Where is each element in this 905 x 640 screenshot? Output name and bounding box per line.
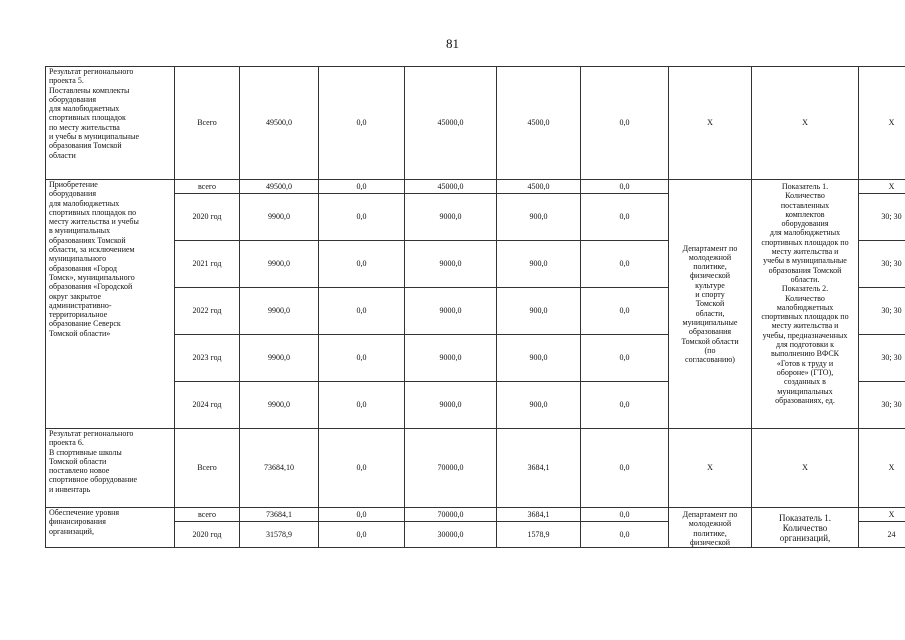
result-6-other: 0,0 [581,429,669,508]
result-6-executor: Х [669,429,752,508]
result-5-executor: Х [669,67,752,180]
row-total: 9900,0 [240,194,319,241]
purchase-executor: Департамент по молодежной политике, физической культуре и спорту Томской области, муниципальные образования Томской области (по согласованию) [669,180,752,429]
row-period: 2020 год [175,194,240,241]
row-indicator-value: 30; 30 [859,194,905,241]
row-indicator-value: Х [859,180,905,194]
row-indicator-value: 24 [859,522,905,548]
row-federal: 0,0 [319,382,405,429]
row-regional: 45000,0 [405,180,497,194]
table-row [46,508,905,522]
result-6-regional: 70000,0 [405,429,497,508]
table-row [46,180,905,194]
row-regional: 9000,0 [405,241,497,288]
row-regional: 9000,0 [405,288,497,335]
row-period: 2022 год [175,288,240,335]
result-6-total: 73684,10 [240,429,319,508]
page-number: 81 [446,36,459,51]
result-5-period: Всего [175,67,240,180]
row-federal: 0,0 [319,335,405,382]
row-local: 900,0 [497,194,581,241]
result-5-other: 0,0 [581,67,669,180]
row-indicator-value: 30; 30 [859,288,905,335]
row-regional: 30000,0 [405,522,497,548]
row-other: 0,0 [581,241,669,288]
row-other: 0,0 [581,508,669,522]
row-local: 900,0 [497,335,581,382]
funding-description: Обеспечение уровня финансирования организаций, [46,508,175,548]
purchase-description: Приобретение оборудования для малобюджетных спортивных площадок по месту жительства и учебы в муниципальных образованиях Томской области, за исключением муниципального образования «Город Томск», муниципального образования «Городской округ закрытое административно- территориальное образование Северск Томской области» [46,180,175,429]
row-federal: 0,0 [319,522,405,548]
result-6-indicator-value: Х [859,429,905,508]
row-indicator-value: 30; 30 [859,335,905,382]
row-local: 900,0 [497,288,581,335]
row-federal: 0,0 [319,194,405,241]
row-period: 2023 год [175,335,240,382]
row-total: 9900,0 [240,335,319,382]
budget-table [45,66,905,548]
purchase-indicator: Показатель 1. Количество поставленных комплектов оборудования для малобюджетных спортивных площадок по месту жительства и учебы в муниципальные образования Томской области. Показатель 2. Количество малобюджетных спортивных площадок по месту жительства и учебы, предназначенных для подготовки к выполнению ВФСК «Готов к труду и обороне» (ГТО), созданных в муниципальных образованиях, ед. [752,180,859,429]
row-local: 900,0 [497,241,581,288]
result-6-indicator: Х [752,429,859,508]
row-period: всего [175,180,240,194]
funding-executor: Департамент по молодежной политике, физической [669,508,752,548]
row-regional: 9000,0 [405,335,497,382]
row-total: 9900,0 [240,288,319,335]
row-other: 0,0 [581,335,669,382]
row-other: 0,0 [581,522,669,548]
row-total: 49500,0 [240,180,319,194]
result-6-federal: 0,0 [319,429,405,508]
row-period: всего [175,508,240,522]
result-5-indicator: Х [752,67,859,180]
result-5-local: 4500,0 [497,67,581,180]
row-total: 9900,0 [240,382,319,429]
row-local: 900,0 [497,382,581,429]
row-other: 0,0 [581,382,669,429]
row-indicator-value: Х [859,508,905,522]
row-local: 4500,0 [497,180,581,194]
row-regional: 70000,0 [405,508,497,522]
row-indicator-value: 30; 30 [859,382,905,429]
row-federal: 0,0 [319,288,405,335]
table-row [46,429,905,508]
row-other: 0,0 [581,180,669,194]
row-total: 73684,1 [240,508,319,522]
result-6-local: 3684,1 [497,429,581,508]
row-indicator-value: 30; 30 [859,241,905,288]
row-period: 2024 год [175,382,240,429]
result-5-total: 49500,0 [240,67,319,180]
row-other: 0,0 [581,288,669,335]
row-period: 2020 год [175,522,240,548]
row-regional: 9000,0 [405,194,497,241]
row-local: 1578,9 [497,522,581,548]
row-other: 0,0 [581,194,669,241]
table-row [46,67,905,180]
result-5-description: Результат регионального проекта 5. Поставлены комплекты оборудования для малобюджетных спортивных площадок по месту жительства и учебы в муниципальные образования Томской области [46,67,175,180]
row-local: 3684,1 [497,508,581,522]
funding-indicator: Показатель 1. Количество организаций, [752,508,859,548]
row-federal: 0,0 [319,180,405,194]
row-federal: 0,0 [319,241,405,288]
row-total: 31578,9 [240,522,319,548]
result-6-description: Результат регионального проекта 6. В спортивные школы Томской области поставлено новое спортивное оборудование и инвентарь [46,429,175,508]
result-6-period: Всего [175,429,240,508]
row-total: 9900,0 [240,241,319,288]
result-5-federal: 0,0 [319,67,405,180]
result-5-regional: 45000,0 [405,67,497,180]
row-regional: 9000,0 [405,382,497,429]
result-5-indicator-value: Х [859,67,905,180]
row-period: 2021 год [175,241,240,288]
row-federal: 0,0 [319,508,405,522]
